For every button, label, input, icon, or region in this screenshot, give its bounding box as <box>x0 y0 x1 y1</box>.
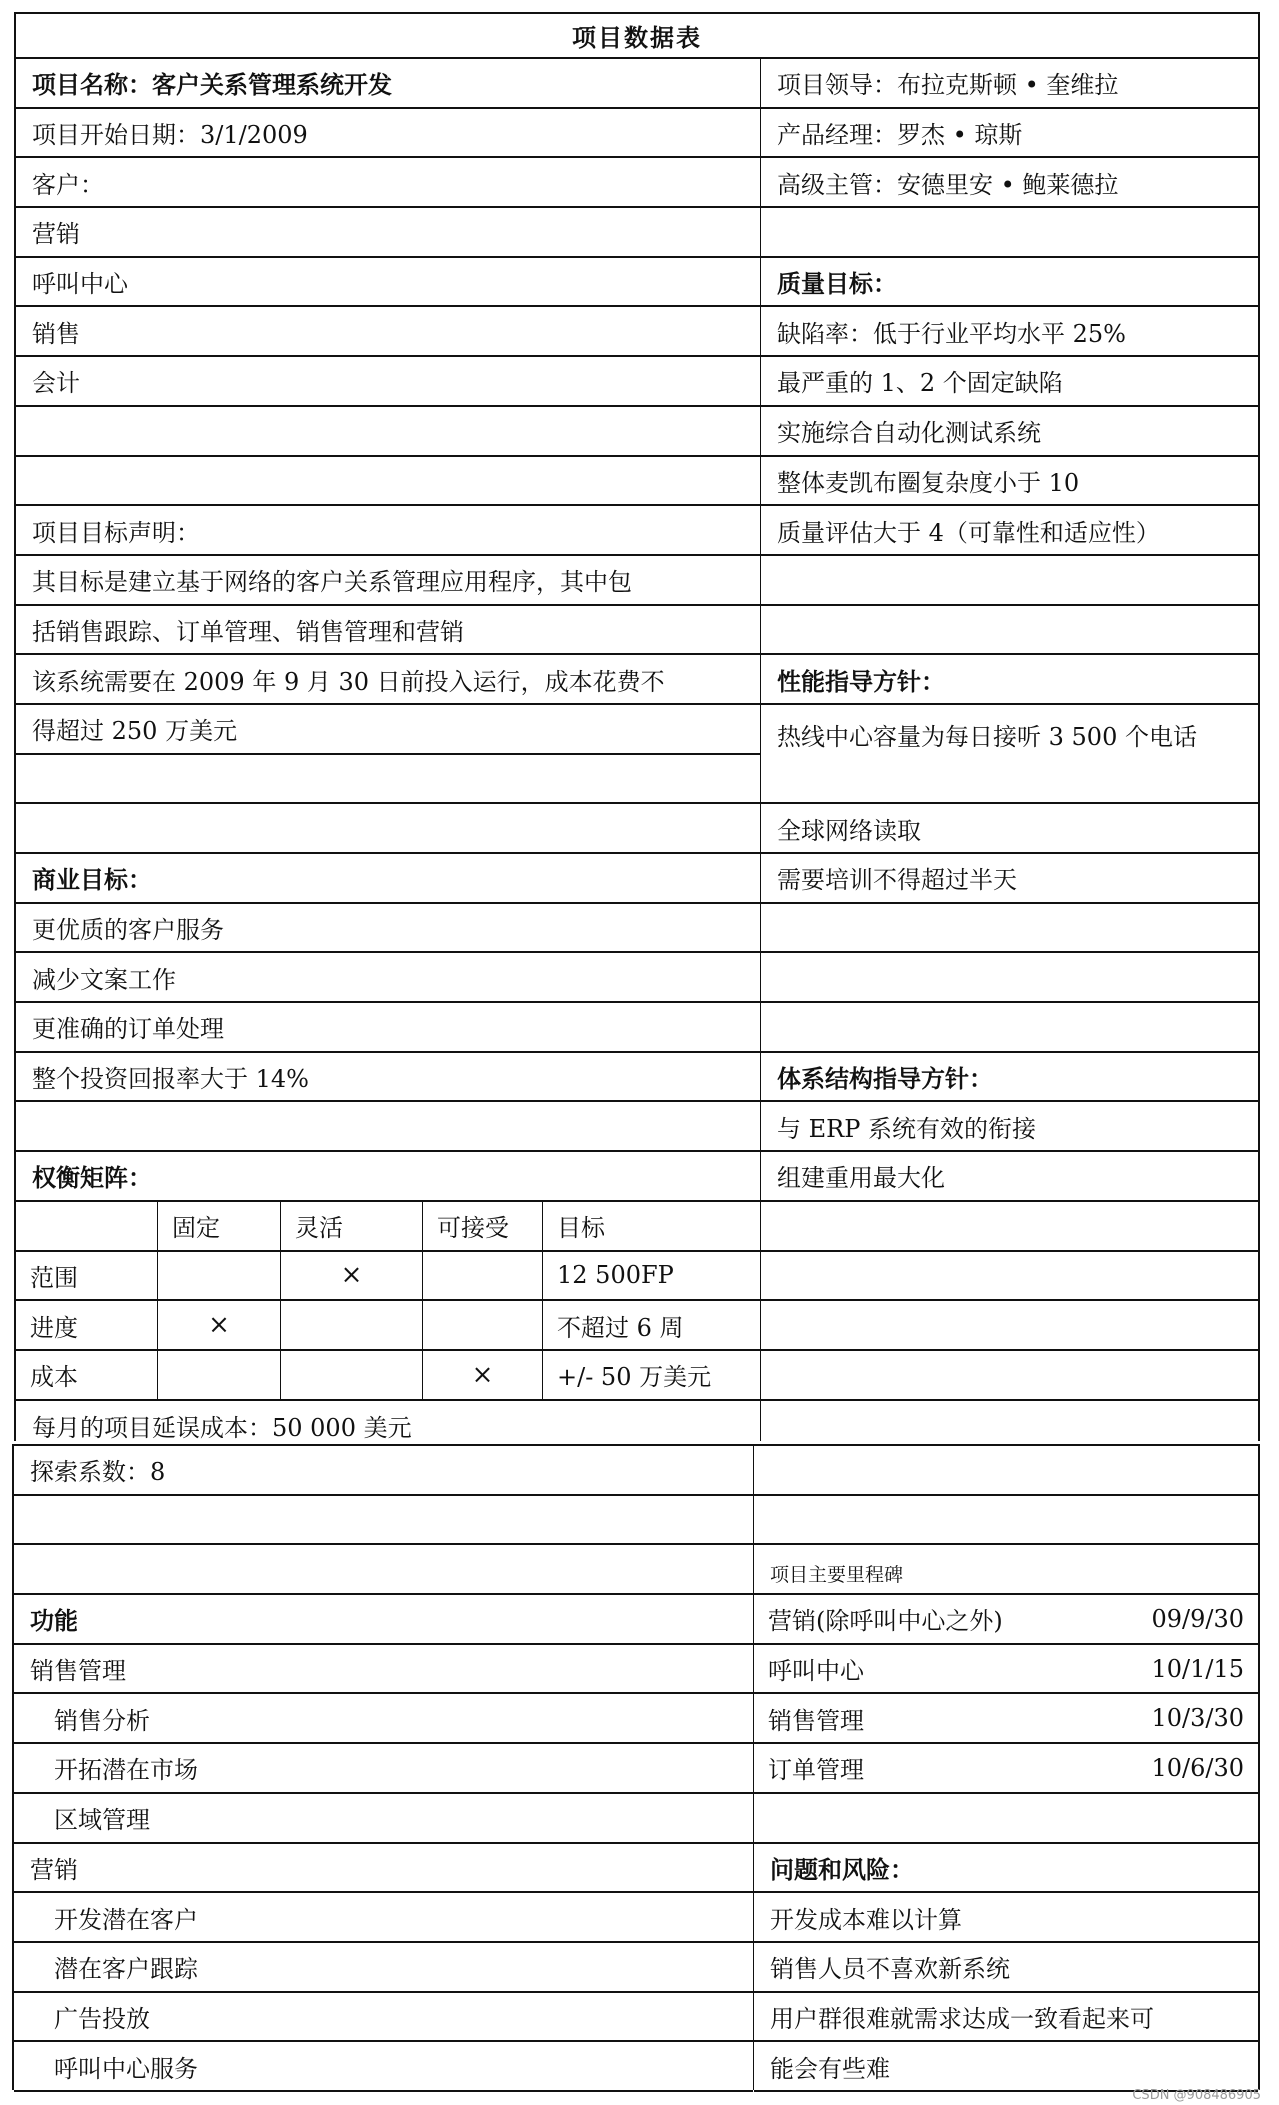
table-row: 商业目标： <box>16 854 760 904</box>
milestones-label: 项目主要里程碑 <box>754 1545 1258 1595</box>
table-row: 整个投资回报率大于 14% <box>16 1053 760 1103</box>
table-row: 功能 <box>14 1595 753 1645</box>
table-row <box>761 1301 1258 1351</box>
table-row: 销售 <box>16 307 760 357</box>
table-row: 探索系数：8 <box>14 1446 753 1496</box>
table-row: 能会有些难 <box>754 2042 1258 2092</box>
table-row: 质量目标： <box>761 258 1258 308</box>
table-row: 减少文案工作 <box>16 953 760 1003</box>
matrix-cell: 不超过 6 周 <box>557 1313 684 1342</box>
table-row <box>761 606 1258 656</box>
matrix-cell: 可接受 <box>423 1202 543 1250</box>
table-row <box>761 1252 1258 1302</box>
matrix-cell <box>158 1252 281 1300</box>
table-row <box>761 1202 1258 1252</box>
matrix-cell <box>423 1301 543 1349</box>
matrix-cell: × <box>281 1252 423 1300</box>
matrix-row <box>16 1301 760 1351</box>
table-row <box>761 208 1258 258</box>
table-row <box>754 1446 1258 1496</box>
matrix-cell <box>281 1301 423 1349</box>
table-row <box>761 904 1258 954</box>
matrix-cell: 进度 <box>16 1301 158 1349</box>
table-row: 与 ERP 系统有效的衔接 <box>761 1102 1258 1152</box>
table-row <box>754 1794 1258 1844</box>
table-row: 权衡矩阵： <box>16 1152 760 1202</box>
matrix-cell: 目标 <box>557 1214 605 1243</box>
upper-section <box>14 59 1260 1441</box>
sheet-title: 项目数据表 <box>14 12 1260 59</box>
milestone-row <box>754 1694 1258 1744</box>
watermark: CSDN @908486905 <box>1132 2088 1261 2103</box>
table-row: 呼叫中心服务 <box>14 2042 753 2092</box>
table-row <box>761 953 1258 1003</box>
matrix-cell: 成本 <box>16 1351 158 1399</box>
matrix-cell <box>158 1351 281 1399</box>
table-row: 区域管理 <box>14 1794 753 1844</box>
table-row: 广告投放 <box>14 1993 753 2043</box>
matrix-row <box>16 1252 760 1302</box>
table-row: 产品经理：罗杰 • 琼斯 <box>761 109 1258 159</box>
table-row <box>761 1401 1258 1451</box>
matrix-header-row <box>16 1202 760 1252</box>
table-row <box>16 804 760 854</box>
milestone-name: 呼叫中心 <box>768 1657 864 1686</box>
delay-cost-row: 每月的项目延误成本：50 000 美元 <box>32 1413 412 1442</box>
table-row: 销售分析 <box>14 1694 753 1744</box>
table-row: 呼叫中心 <box>16 258 760 308</box>
table-row: 缺陷率：低于行业平均水平 25% <box>761 307 1258 357</box>
milestone-date: 10/1/15 <box>1151 1654 1244 1683</box>
table-row: 营销 <box>16 208 760 258</box>
table-row: 客户： <box>16 158 760 208</box>
table-row <box>14 1545 753 1595</box>
table-row: 组建重用最大化 <box>761 1152 1258 1202</box>
matrix-cell: 12 500FP <box>557 1261 674 1290</box>
table-row: 开发潜在客户 <box>14 1893 753 1943</box>
matrix-cell: 灵活 <box>281 1202 423 1250</box>
table-row: 实施综合自动化测试系统 <box>761 407 1258 457</box>
milestone-date: 10/6/30 <box>1151 1753 1244 1782</box>
matrix-row <box>16 1351 760 1401</box>
table-row: 更准确的订单处理 <box>16 1003 760 1053</box>
milestone-date: 09/9/30 <box>1151 1604 1244 1633</box>
matrix-cell <box>281 1351 423 1399</box>
table-row: 该系统需要在 2009 年 9 月 30 日前投入运行，成本花费不 <box>16 655 760 705</box>
table-row: 项目领导：布拉克斯顿 • 奎维拉 <box>761 59 1258 109</box>
upper-left-column <box>14 59 761 1441</box>
lower-left-column <box>12 1444 754 2090</box>
table-row: 高级主管：安德里安 • 鲍莱德拉 <box>761 158 1258 208</box>
project-data-sheet <box>14 12 1260 2092</box>
table-row: 项目开始日期：3/1/2009 <box>16 109 760 159</box>
table-row: 会计 <box>16 357 760 407</box>
table-row: 营销 <box>14 1844 753 1894</box>
table-row <box>16 407 760 457</box>
milestone-row <box>754 1595 1258 1645</box>
table-row: 其目标是建立基于网络的客户关系管理应用程序，其中包 <box>16 556 760 606</box>
table-row: 质量评估大于 4（可靠性和适应性） <box>761 506 1258 556</box>
milestone-name: 营销(除呼叫中心之外) <box>768 1607 1003 1636</box>
table-row <box>14 1496 753 1546</box>
table-row: 潜在客户跟踪 <box>14 1943 753 1993</box>
milestone-date: 10/3/30 <box>1151 1704 1244 1733</box>
milestone-name: 订单管理 <box>768 1756 864 1785</box>
matrix-cell <box>16 1202 158 1250</box>
milestone-row <box>754 1744 1258 1794</box>
table-row: 整体麦凯布圈复杂度小于 10 <box>761 457 1258 507</box>
table-row: 全球网络读取 <box>761 804 1258 854</box>
table-row: 项目名称：客户关系管理系统开发 <box>16 59 760 109</box>
table-row: 用户群很难就需求达成一致看起来可 <box>754 1993 1258 2043</box>
table-row: 括销售跟踪、订单管理、销售管理和营销 <box>16 606 760 656</box>
table-row <box>754 1496 1258 1546</box>
matrix-cell: +/- 50 万美元 <box>557 1363 712 1392</box>
table-row: 开拓潜在市场 <box>14 1744 753 1794</box>
upper-right-column <box>761 59 1260 1441</box>
table-row <box>761 1351 1258 1401</box>
lower-section <box>12 1444 1260 2090</box>
table-row: 开发成本难以计算 <box>754 1893 1258 1943</box>
table-row: 销售管理 <box>14 1645 753 1695</box>
table-row <box>16 457 760 507</box>
milestone-row <box>754 1645 1258 1695</box>
matrix-cell: × <box>158 1301 281 1349</box>
table-row <box>761 556 1258 606</box>
lower-right-column <box>754 1444 1260 2090</box>
table-row: 需要培训不得超过半天 <box>761 854 1258 904</box>
table-row: 项目目标声明： <box>16 506 760 556</box>
table-row: 最严重的 1、2 个固定缺陷 <box>761 357 1258 407</box>
milestone-name: 销售管理 <box>768 1706 864 1735</box>
table-row: 得超过 250 万美元 <box>16 705 760 755</box>
table-row: 销售人员不喜欢新系统 <box>754 1943 1258 1993</box>
matrix-cell: 固定 <box>158 1202 281 1250</box>
matrix-cell: 范围 <box>16 1252 158 1300</box>
table-row: 更优质的客户服务 <box>16 904 760 954</box>
table-row <box>16 1102 760 1152</box>
table-row: 问题和风险： <box>754 1844 1258 1894</box>
table-row: 性能指导方针： <box>761 655 1258 705</box>
table-row: 热线中心容量为每日接听 3 500 个电话 <box>761 705 1258 804</box>
matrix-cell <box>423 1252 543 1300</box>
matrix-cell: × <box>423 1351 543 1399</box>
table-row: 体系结构指导方针： <box>761 1053 1258 1103</box>
table-row <box>16 755 760 805</box>
table-row <box>761 1003 1258 1053</box>
